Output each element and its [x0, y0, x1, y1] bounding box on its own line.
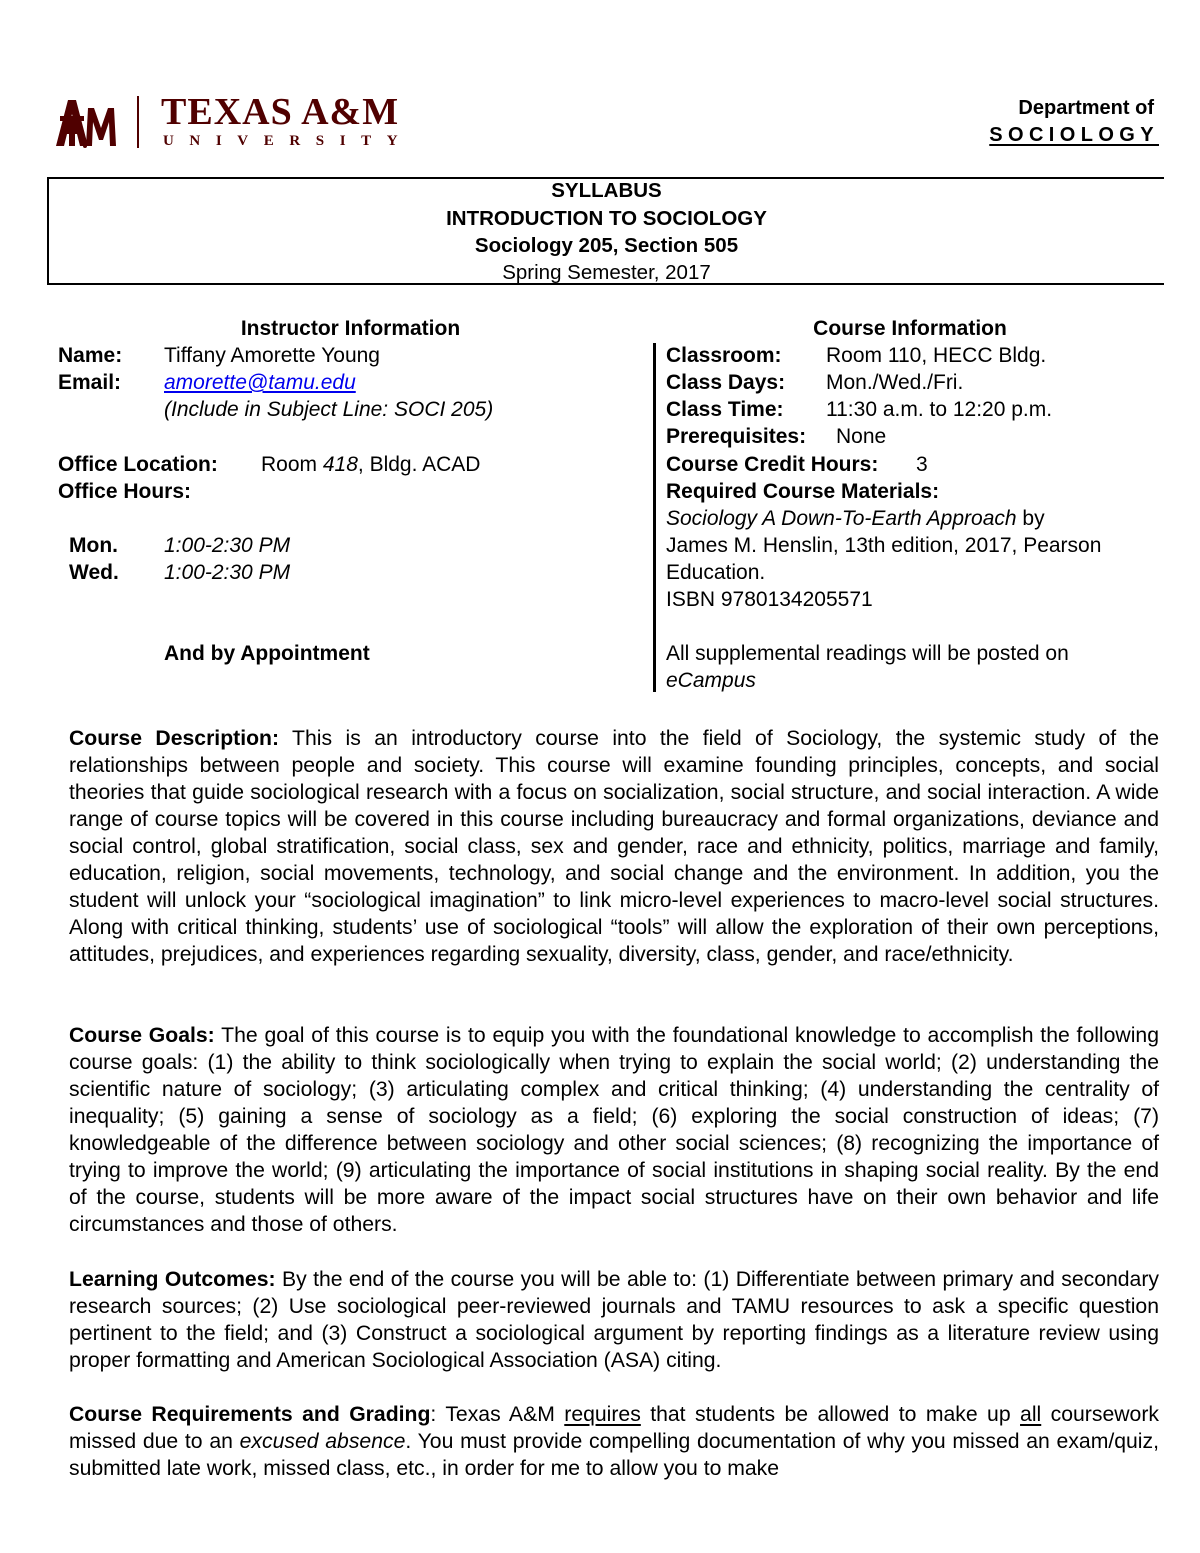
instructor-heading: Instructor Information — [240, 317, 461, 340]
learning-outcomes-label: Learning Outcomes: — [69, 1268, 276, 1291]
logo-wordmark: TEXAS A&M — [161, 91, 400, 133]
learning-outcomes-text: By the end of the course you will be able to: (1) Differentiate between primary and secondary research sources; (2) Use sociological peer-reviewed journals and TAMU resources to ask a specific question pertinent to the field; and (3) Construct a sociological argument by reporting findings as a literature review using proper formatting and American Sociological Association (ASA) citing. — [69, 1268, 1159, 1373]
requirements-text: that students be allowed to make up — [640, 1403, 1021, 1426]
hours-day: Wed. — [69, 561, 119, 584]
course-requirements — [69, 1401, 1159, 1481]
course-description — [69, 725, 1159, 968]
course-description-text: This is an introductory course into the field of Sociology, the systemic study of the relationships between people and society. This course will examine founding principles, concepts, and social theories that guide sociological research with a focus on socialization, social structure, and social interaction. A wide range of course topics will be covered in this course including bureaucracy and formal organizations, deviance and social control, global stratification, social class, sex and gender, race and ethnicity, politics, marriage and family, education, religion, social movements, technology, and social change and the environment. In addition, you the student will unlock your “sociological imagination” to link micro-level experiences to macro-level social structures. Along with critical thinking, students’ use of sociological “tools” will allow the exploration of their own perceptions, attitudes, prejudices, and experiences regarding sexuality, diversity, class, gender, and race/ethnicity. — [69, 727, 1159, 967]
requirements-text: coursework missed due to an — [69, 1403, 1159, 1454]
office-location-prefix: Room — [261, 453, 323, 476]
requirements-text: : Texas A&M — [430, 1403, 565, 1426]
syllabus-title-box — [47, 177, 1164, 285]
textbook-line1 — [666, 507, 1045, 531]
by-appointment: And by Appointment — [164, 642, 370, 665]
textbook-publisher: Education. — [666, 561, 766, 584]
hours-day: Mon. — [69, 534, 118, 557]
hours-time: 1:00-2:30 PM — [164, 534, 291, 557]
textbook-author: James M. Henslin, 13th edition, 2017, Pearson — [666, 534, 1102, 557]
class-time-value: 11:30 a.m. to 12:20 p.m. — [826, 398, 1053, 421]
course-info-heading: Course Information — [813, 317, 1007, 340]
ecampus-text: eCampus — [666, 669, 756, 692]
course-goals-text: The goal of this course is to equip you with the foundational knowledge to accomplish the following course goals: (1) the ability to think sociologically when trying to explain the social world; (2) understanding the scientific nature of sociology; (3) articulating complex and critical thinking; (4) understanding the centrality of inequality; (5) gaining a sense of sociology as a field; (6) exploring the social construction of ideas; (7) knowledgeable of the difference between sociology and other social sciences; (8) recognizing the importance of trying to improve the world; (9) articulating the importance of social institutions in shaping social reality. By the end of the course, students will be more aware of the impact social structures have on their own behavior and life circumstances and those of others. — [69, 1024, 1159, 1237]
title-course-section: Sociology 205, Section 505 — [474, 234, 739, 257]
instructor-name: Tiffany Amorette Young — [164, 344, 380, 367]
classroom-value: Room 110, HECC Bldg. — [826, 344, 1047, 367]
hours-time: 1:00-2:30 PM — [164, 561, 291, 584]
classroom-label: Classroom: — [666, 344, 782, 367]
email-note: (Include in Subject Line: SOCI 205) — [164, 398, 494, 421]
title-semester: Spring Semester, 2017 — [502, 261, 711, 284]
course-goals-label: Course Goals: — [69, 1024, 215, 1047]
office-hours-label: Office Hours: — [58, 480, 192, 503]
department-label — [989, 95, 1159, 149]
office-room-number: 418 — [322, 453, 358, 476]
email-label: Email: — [58, 371, 122, 394]
textbook-title: Sociology A Down-To-Earth Approach — [666, 507, 1017, 530]
textbook-isbn: ISBN 9780134205571 — [666, 588, 873, 611]
logo-subtitle: UNIVERSITY — [163, 133, 414, 149]
atm-monogram-icon — [54, 94, 118, 150]
column-divider — [653, 343, 656, 692]
department-name: SOCIOLOGY — [989, 124, 1159, 146]
class-time-label: Class Time: — [666, 398, 784, 421]
email-link[interactable]: amorette@tamu.edu — [164, 371, 356, 394]
title-course-name: INTRODUCTION TO SOCIOLOGY — [446, 207, 767, 230]
credit-hours-value: 3 — [916, 453, 928, 476]
class-days-label: Class Days: — [666, 371, 786, 394]
name-label: Name: — [58, 344, 123, 367]
credit-hours-label: Course Credit Hours: — [666, 453, 879, 476]
excused-absence-text: excused absence — [239, 1430, 406, 1454]
office-location-label: Office Location: — [58, 453, 218, 476]
requirements-text: . You must provide compelling documentation of why you missed an exam/quiz, submitted late work, missed class, etc., in order for me to allow you to make — [69, 1430, 1159, 1481]
course-goals — [69, 1022, 1159, 1238]
office-location — [261, 453, 480, 477]
textbook-by: by — [1016, 507, 1045, 530]
course-description-label: Course Description: — [69, 727, 280, 750]
title-syllabus: SYLLABUS — [551, 179, 662, 202]
department-of: Department of — [1018, 97, 1154, 119]
prerequisites-value: None — [836, 425, 887, 448]
supplemental-note: All supplemental readings will be posted on — [666, 642, 1069, 665]
office-location-building: , Bldg. ACAD — [357, 453, 481, 476]
requirements-emphasis: all — [1020, 1403, 1042, 1426]
prerequisites-label: Prerequisites: — [666, 425, 807, 448]
requirements-emphasis: requires — [564, 1403, 641, 1426]
course-requirements-label: Course Requirements and Grading — [69, 1403, 431, 1426]
logo-divider — [137, 96, 139, 148]
learning-outcomes — [69, 1266, 1159, 1374]
materials-label: Required Course Materials: — [666, 480, 940, 503]
class-days-value: Mon./Wed./Fri. — [826, 371, 964, 394]
